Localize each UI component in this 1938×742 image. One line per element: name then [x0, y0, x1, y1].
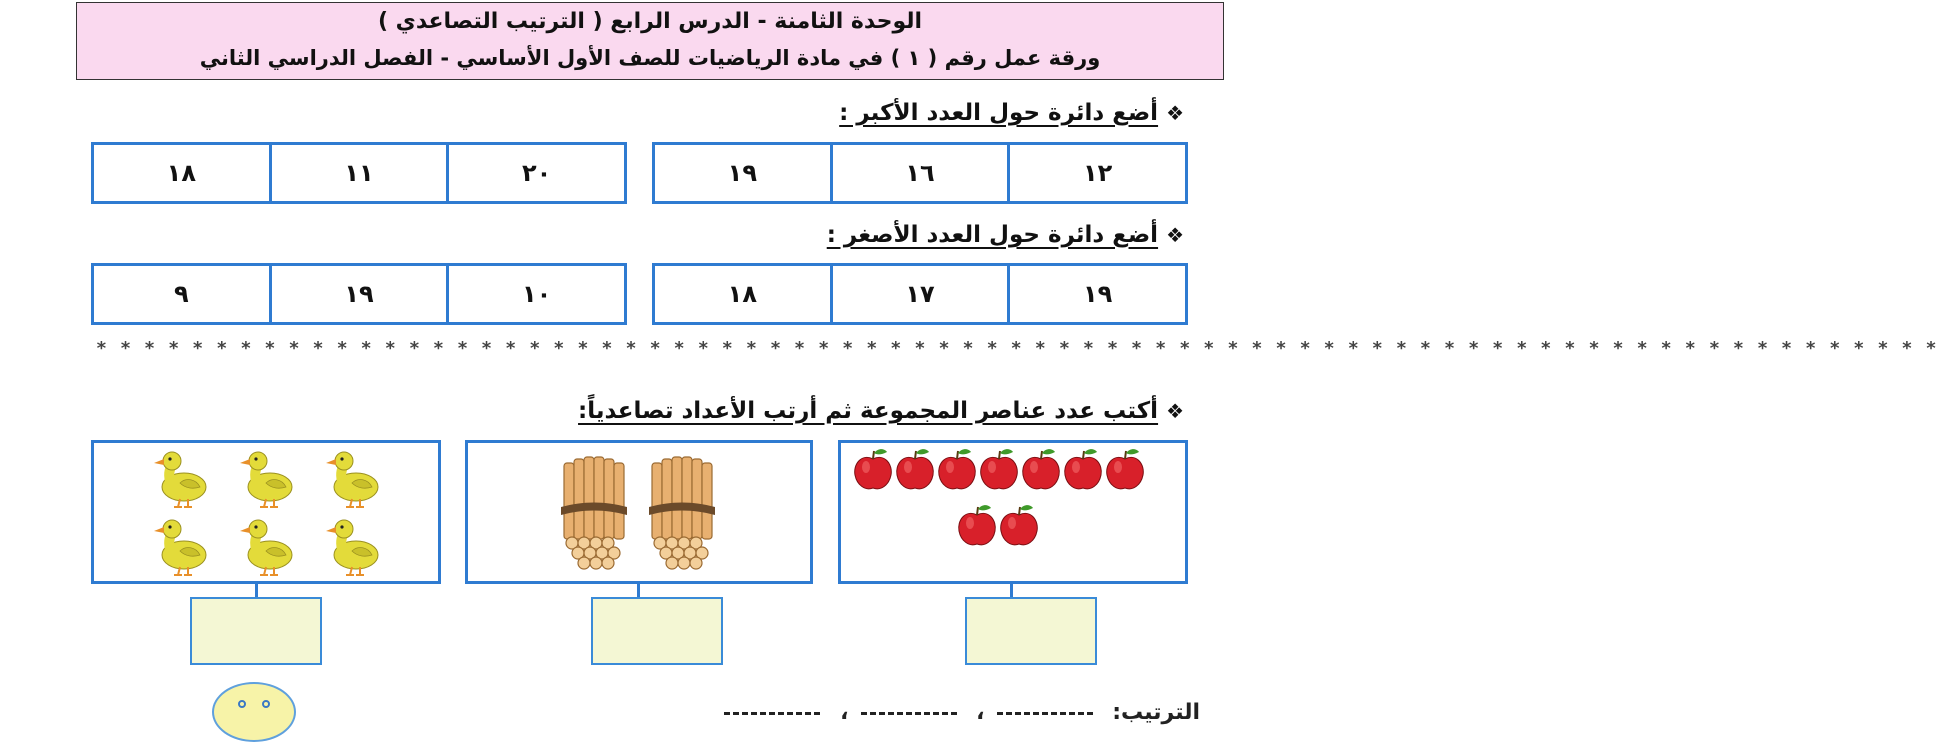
apple-icon: [959, 505, 996, 545]
apple-icon: [897, 449, 934, 489]
comma-separator: ،: [976, 700, 985, 725]
apples-illustration: [841, 443, 1185, 581]
q2-text: أضع دائرة حول العدد الأصغر :: [826, 222, 1159, 248]
worksheet-header: [76, 2, 1224, 80]
number-cell[interactable]: ٢٠: [446, 145, 624, 201]
stick-bundle-icon: [561, 457, 627, 569]
comma-separator: ،: [840, 700, 849, 725]
apple-icon: [1001, 505, 1038, 545]
number-cell[interactable]: ١٢: [1007, 145, 1185, 201]
lesson-title: الوحدة الثامنة - الدرس الرابع ( الترتيب التصاعدي ): [377, 9, 923, 34]
apple-count-answer-box[interactable]: [965, 597, 1097, 665]
star-separator: * * * * * * * * * * * * * * * * * * * * * * * * * * * * * * * * * * * * * * * * * * * * * * * * * * * * * * * * * * * * * * * * * * * * * * * * * * * * *: [96, 338, 1938, 359]
stick-bundle-icon: [649, 457, 715, 569]
worksheet-subtitle: ورقة عمل رقم ( ١ ) في مادة الرياضيات للصف الأول الأساسي - الفصل الدراسي الثاني: [199, 46, 1101, 70]
ordering-blank[interactable]: [997, 712, 1093, 715]
duck-count-answer-box[interactable]: [190, 597, 322, 665]
diamond-bullet-icon: ❖: [1166, 223, 1184, 247]
apple-icon: [855, 449, 892, 489]
q3-instruction: [578, 398, 1184, 424]
sticks-count-answer-box[interactable]: [591, 597, 723, 665]
ducks-illustration: [94, 443, 438, 581]
q1-text: أضع دائرة حول العدد الأكبر :: [839, 100, 1159, 126]
duck-icon: [154, 452, 206, 507]
q1-right-group: [652, 142, 1188, 204]
number-cell[interactable]: ١٨: [166, 159, 196, 187]
eye-icon: [262, 700, 270, 708]
number-cell[interactable]: ١٩: [1007, 266, 1185, 322]
ordering-blank[interactable]: [724, 712, 820, 715]
ordering-blank[interactable]: [861, 712, 957, 715]
apple-icon: [1107, 449, 1144, 489]
number-cell[interactable]: ١٦: [830, 145, 1008, 201]
duck-icon: [326, 520, 378, 575]
q2-right-group: [652, 263, 1188, 325]
apple-icon: [939, 449, 976, 489]
duck-icon: [326, 452, 378, 507]
eye-icon: [238, 700, 246, 708]
number-cell[interactable]: ١١: [269, 145, 447, 201]
number-cell[interactable]: ١٩: [727, 159, 757, 187]
duck-icon: [240, 520, 292, 575]
q2-left-group: [91, 263, 627, 325]
apple-icon: [1023, 449, 1060, 489]
number-cell[interactable]: ١٠: [446, 266, 624, 322]
q3-text: أكتب عدد عناصر المجموعة ثم أرتب الأعداد تصاعدياً:: [578, 398, 1159, 424]
apple-icon: [1065, 449, 1102, 489]
ordering-label: الترتيب:: [1112, 700, 1200, 725]
q1-left-group: [91, 142, 627, 204]
sticks-group-box: [465, 440, 813, 584]
q1-instruction: [839, 100, 1184, 126]
duck-group-box: [91, 440, 441, 584]
number-cell[interactable]: ١٨: [727, 280, 757, 308]
apple-icon: [981, 449, 1018, 489]
apple-group-box: [838, 440, 1188, 584]
number-cell[interactable]: ١٩: [269, 266, 447, 322]
diamond-bullet-icon: ❖: [1166, 101, 1184, 125]
ordering-line: [560, 700, 1200, 725]
duck-icon: [154, 520, 206, 575]
duck-icon: [240, 452, 292, 507]
smiley-face-icon: [212, 682, 296, 742]
q2-instruction: [827, 222, 1184, 248]
sticks-illustration: [468, 443, 810, 581]
number-cell[interactable]: ١٧: [830, 266, 1008, 322]
number-cell[interactable]: ٩: [173, 280, 189, 308]
diamond-bullet-icon: ❖: [1166, 399, 1184, 423]
